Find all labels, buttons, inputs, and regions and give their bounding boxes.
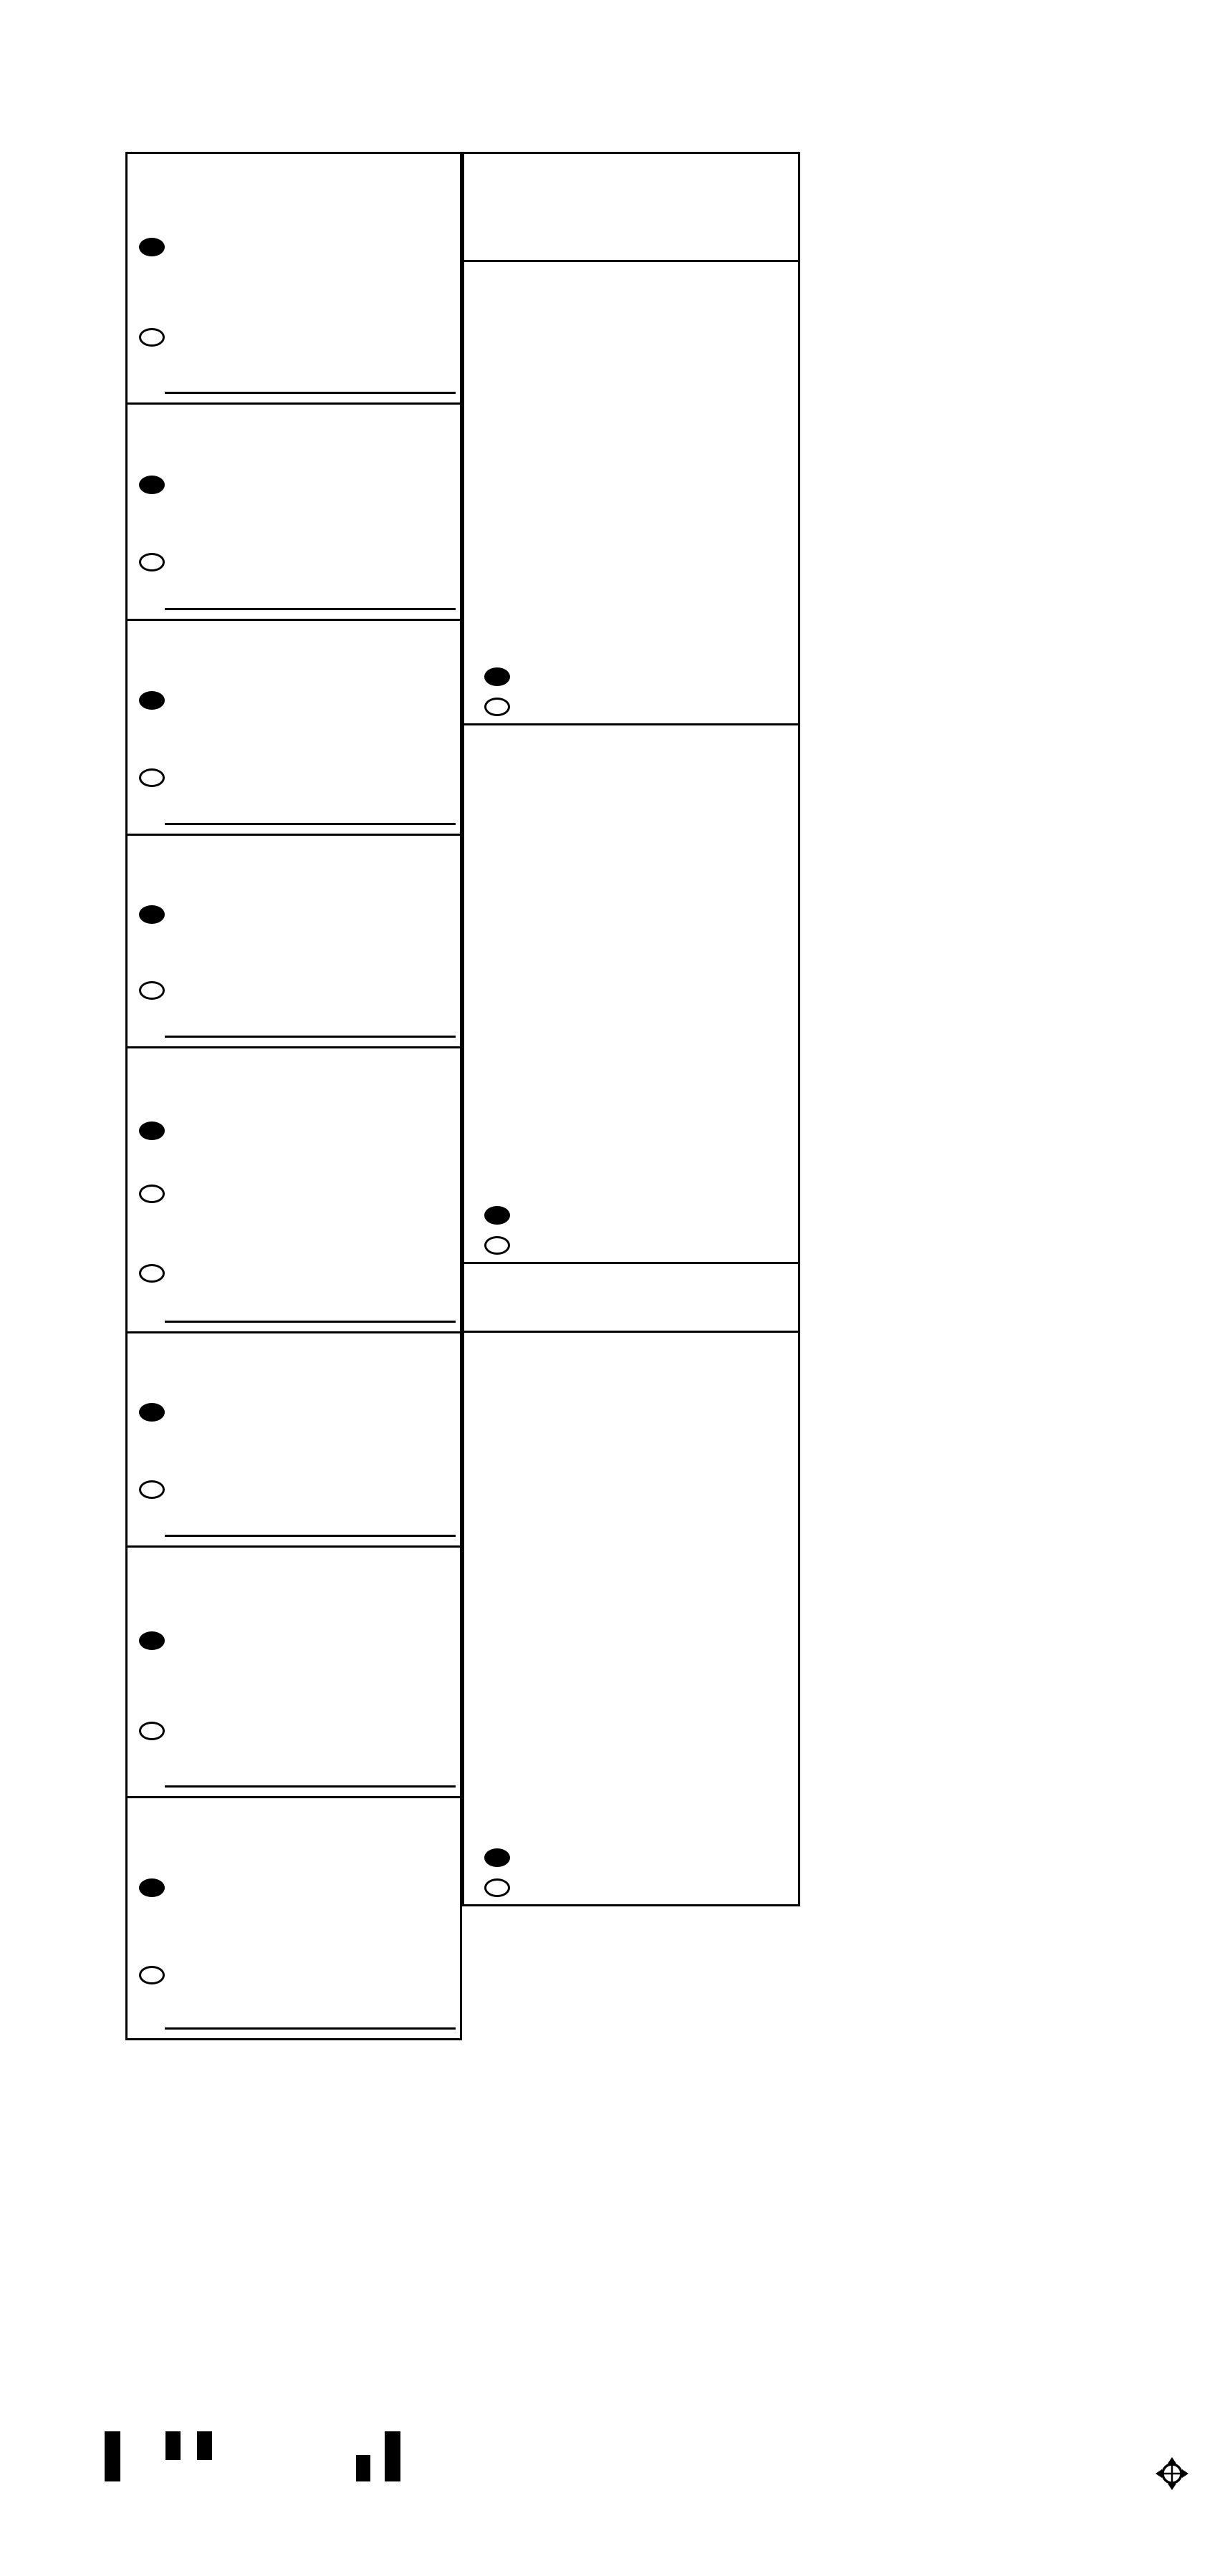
candidate-row <box>128 1180 460 1203</box>
no-oval-empty[interactable] <box>484 698 510 716</box>
write-in-oval-row <box>128 1717 460 1740</box>
barcode-bar <box>385 2431 400 2481</box>
barcode-bar <box>356 2455 370 2481</box>
no-oval-empty[interactable] <box>484 1236 510 1255</box>
write-in-line[interactable] <box>165 1321 456 1323</box>
candidate-races-column <box>125 152 462 2040</box>
measures-column <box>462 152 800 1906</box>
write-in-oval-row <box>128 977 460 1000</box>
barcode-bar <box>197 2431 212 2460</box>
write-in-oval[interactable] <box>139 1722 165 1740</box>
yes-oval-filled[interactable] <box>484 1206 510 1225</box>
candidate-oval-filled[interactable] <box>139 238 165 256</box>
candidate-row <box>128 233 460 256</box>
amendments-header <box>464 154 798 262</box>
write-in-oval[interactable] <box>139 768 165 787</box>
amendment-1 <box>464 262 798 725</box>
write-in-oval[interactable] <box>139 1264 165 1283</box>
candidate-oval-filled[interactable] <box>139 691 165 710</box>
amendment-2 <box>464 725 798 1264</box>
candidate-row <box>128 471 460 494</box>
write-in-area <box>128 1535 460 1540</box>
no-choice-row <box>474 698 788 716</box>
write-in-oval-row <box>128 324 460 347</box>
timing-marks-bottom <box>43 2494 1204 2547</box>
timing-marks-top <box>43 84 1204 135</box>
race-coroner <box>128 1048 460 1333</box>
write-in-oval[interactable] <box>139 553 165 571</box>
candidate-oval-filled[interactable] <box>139 1121 165 1140</box>
write-in-area <box>128 1321 460 1326</box>
write-in-area <box>128 608 460 613</box>
write-in-oval-row <box>128 1476 460 1499</box>
write-in-oval[interactable] <box>139 981 165 1000</box>
candidate-oval-filled[interactable] <box>139 1878 165 1897</box>
no-oval-empty[interactable] <box>484 1878 510 1897</box>
race-district-attorney <box>128 154 460 405</box>
barcode-bar <box>105 2431 120 2481</box>
race-county-commission-chairman <box>128 1548 460 1798</box>
write-in-line[interactable] <box>165 1535 456 1537</box>
yes-choice-row <box>474 667 788 686</box>
write-in-oval[interactable] <box>139 1966 165 1984</box>
race-sheriff <box>128 621 460 836</box>
write-in-oval[interactable] <box>139 328 165 347</box>
write-in-line[interactable] <box>165 823 456 825</box>
write-in-oval-row <box>128 1962 460 1984</box>
candidate-row <box>128 1117 460 1140</box>
candidate-oval-empty[interactable] <box>139 1185 165 1203</box>
yes-oval-filled[interactable] <box>484 1848 510 1867</box>
candidate-row <box>128 1874 460 1897</box>
write-in-area <box>128 2027 460 2032</box>
no-choice-row <box>474 1878 788 1897</box>
referendum-header <box>464 1264 798 1333</box>
candidate-oval-filled[interactable] <box>139 476 165 494</box>
yes-choice-row <box>474 1848 788 1867</box>
candidate-oval-filled[interactable] <box>139 905 165 924</box>
race-solicitor-general <box>128 1333 460 1548</box>
yes-choice-row <box>474 1206 788 1225</box>
candidate-row <box>128 687 460 710</box>
candidate-oval-filled[interactable] <box>139 1631 165 1650</box>
write-in-line[interactable] <box>165 2027 456 2030</box>
crosshair-registration-icon <box>1155 2456 1189 2494</box>
referendum-a <box>464 1333 798 1904</box>
yes-oval-filled[interactable] <box>484 667 510 686</box>
write-in-oval-row <box>128 764 460 787</box>
write-in-area <box>128 1785 460 1790</box>
write-in-area <box>128 392 460 397</box>
write-in-line[interactable] <box>165 608 456 610</box>
barcode-bar <box>165 2431 181 2460</box>
write-in-line[interactable] <box>165 392 456 394</box>
race-county-commissioner-district-5 <box>128 1798 460 2038</box>
write-in-area <box>128 823 460 828</box>
candidate-row <box>128 1627 460 1650</box>
write-in-oval-row <box>128 1260 460 1283</box>
candidate-row <box>128 901 460 924</box>
write-in-area <box>128 1036 460 1041</box>
race-clerk-superior-court <box>128 405 460 621</box>
timing-marks-left <box>40 163 57 2418</box>
candidate-row <box>128 1399 460 1422</box>
write-in-line[interactable] <box>165 1785 456 1788</box>
write-in-line[interactable] <box>165 1036 456 1038</box>
candidate-oval-filled[interactable] <box>139 1403 165 1422</box>
no-choice-row <box>474 1236 788 1255</box>
timing-marks-right <box>1170 163 1186 2418</box>
write-in-oval[interactable] <box>139 1480 165 1499</box>
write-in-oval-row <box>128 549 460 571</box>
race-tax-commissioner <box>128 836 460 1048</box>
